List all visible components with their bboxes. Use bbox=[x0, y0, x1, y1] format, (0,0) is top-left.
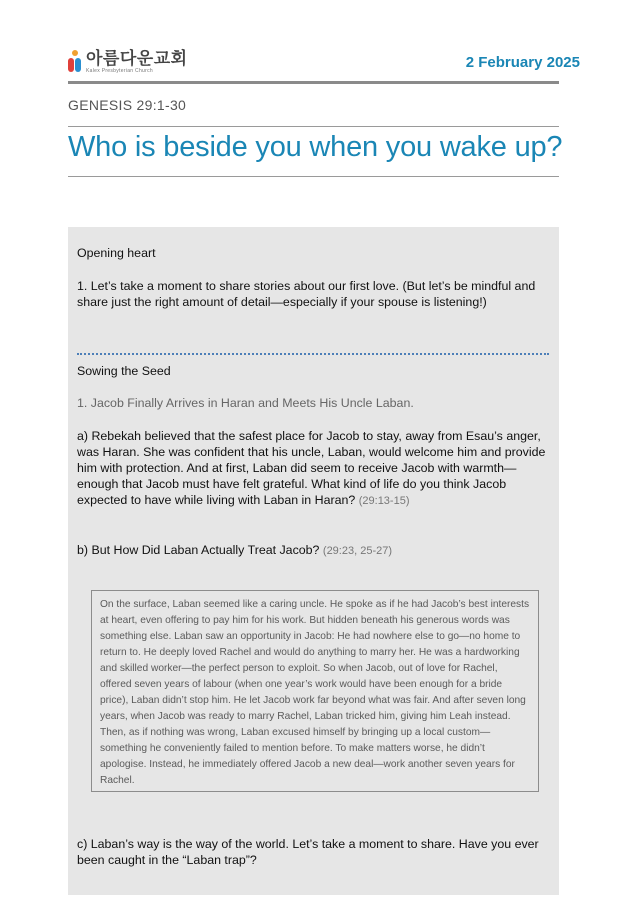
question-a-ref: (29:13-15) bbox=[358, 495, 410, 507]
question-a bbox=[77, 428, 551, 509]
page-header bbox=[68, 48, 580, 78]
question-c: c) Laban’s way is the way of the world. Let’s take a moment to share. Have you ever been caught in the “Laban trap”? bbox=[77, 837, 539, 867]
commentary-text: On the surface, Laban seemed like a caring uncle. He spoke as if he had Jacob’s best interests at heart, even offering to pay him for his work. But hidden beneath his generous words was something else. Laban saw an opportunity in Jacob: He had nowhere else to go—no home to return to. He deeply loved Rachel and would do anything to marry her. He was a hardworking and skilled worker—the perfect person to exploit. So when Jacob, out of love for Rachel, offered seven years of labour (when one year’s work would have been enough for a bride price), Laban didn’t stop him. He let Jacob work far beyond what was fair. And after seven long years, when Jacob was ready to marry Rachel, Laban tricked him, giving him Leah instead. Then, as if nothing was wrong, Laban excused himself by bringing up a local custom—something he conveniently failed to mention before. To make matters worse, he didn’t apologise. Instead, he immediately offered Jacob a new deal—work another seven years for Rachel. bbox=[100, 599, 530, 786]
question-b-text: b) But How Did Laban Actually Treat Jacob? bbox=[77, 543, 320, 557]
church-logo bbox=[68, 50, 188, 74]
scripture-reference: GENESIS 29:1-30 bbox=[68, 97, 187, 113]
opening-heading: Opening heart bbox=[77, 246, 156, 260]
sowing-heading: Sowing the Seed bbox=[77, 364, 171, 378]
church-subtitle: Kalex Presbyterian Church bbox=[86, 68, 153, 74]
commentary-box bbox=[91, 590, 539, 792]
section-divider bbox=[77, 353, 549, 355]
header-divider bbox=[68, 81, 559, 84]
question-b-ref: (29:23, 25-27) bbox=[322, 545, 393, 557]
question-b bbox=[77, 542, 551, 559]
title-bottom-divider bbox=[68, 176, 559, 177]
question-a-text: a) Rebekah believed that the safest place for Jacob to stay, away from Esau’s anger, was Haran. She was confident that his uncle, Laban, would welcome him and provide him with protection. And at first, Laban did seem to receive Jacob with warmth—enough that Jacob must have felt grateful. What kind of life do you think Jacob expected to have while living with Laban in Haran? bbox=[77, 429, 546, 507]
study-panel bbox=[68, 227, 559, 895]
title-top-divider bbox=[68, 126, 559, 127]
bulletin-date: 2 February 2025 bbox=[465, 54, 580, 71]
opening-question-1: 1. Let’s take a moment to share stories about our first love. (But let’s be mindful and share just the right amount of detail—especially if your spouse is listening!) bbox=[77, 279, 536, 309]
church-logo-icon bbox=[68, 50, 82, 74]
church-name: 아름다운교회 bbox=[86, 49, 188, 68]
point-1: 1. Jacob Finally Arrives in Haran and Meets His Uncle Laban. bbox=[77, 396, 414, 410]
page-title: Who is beside you when you wake up? bbox=[68, 131, 563, 163]
